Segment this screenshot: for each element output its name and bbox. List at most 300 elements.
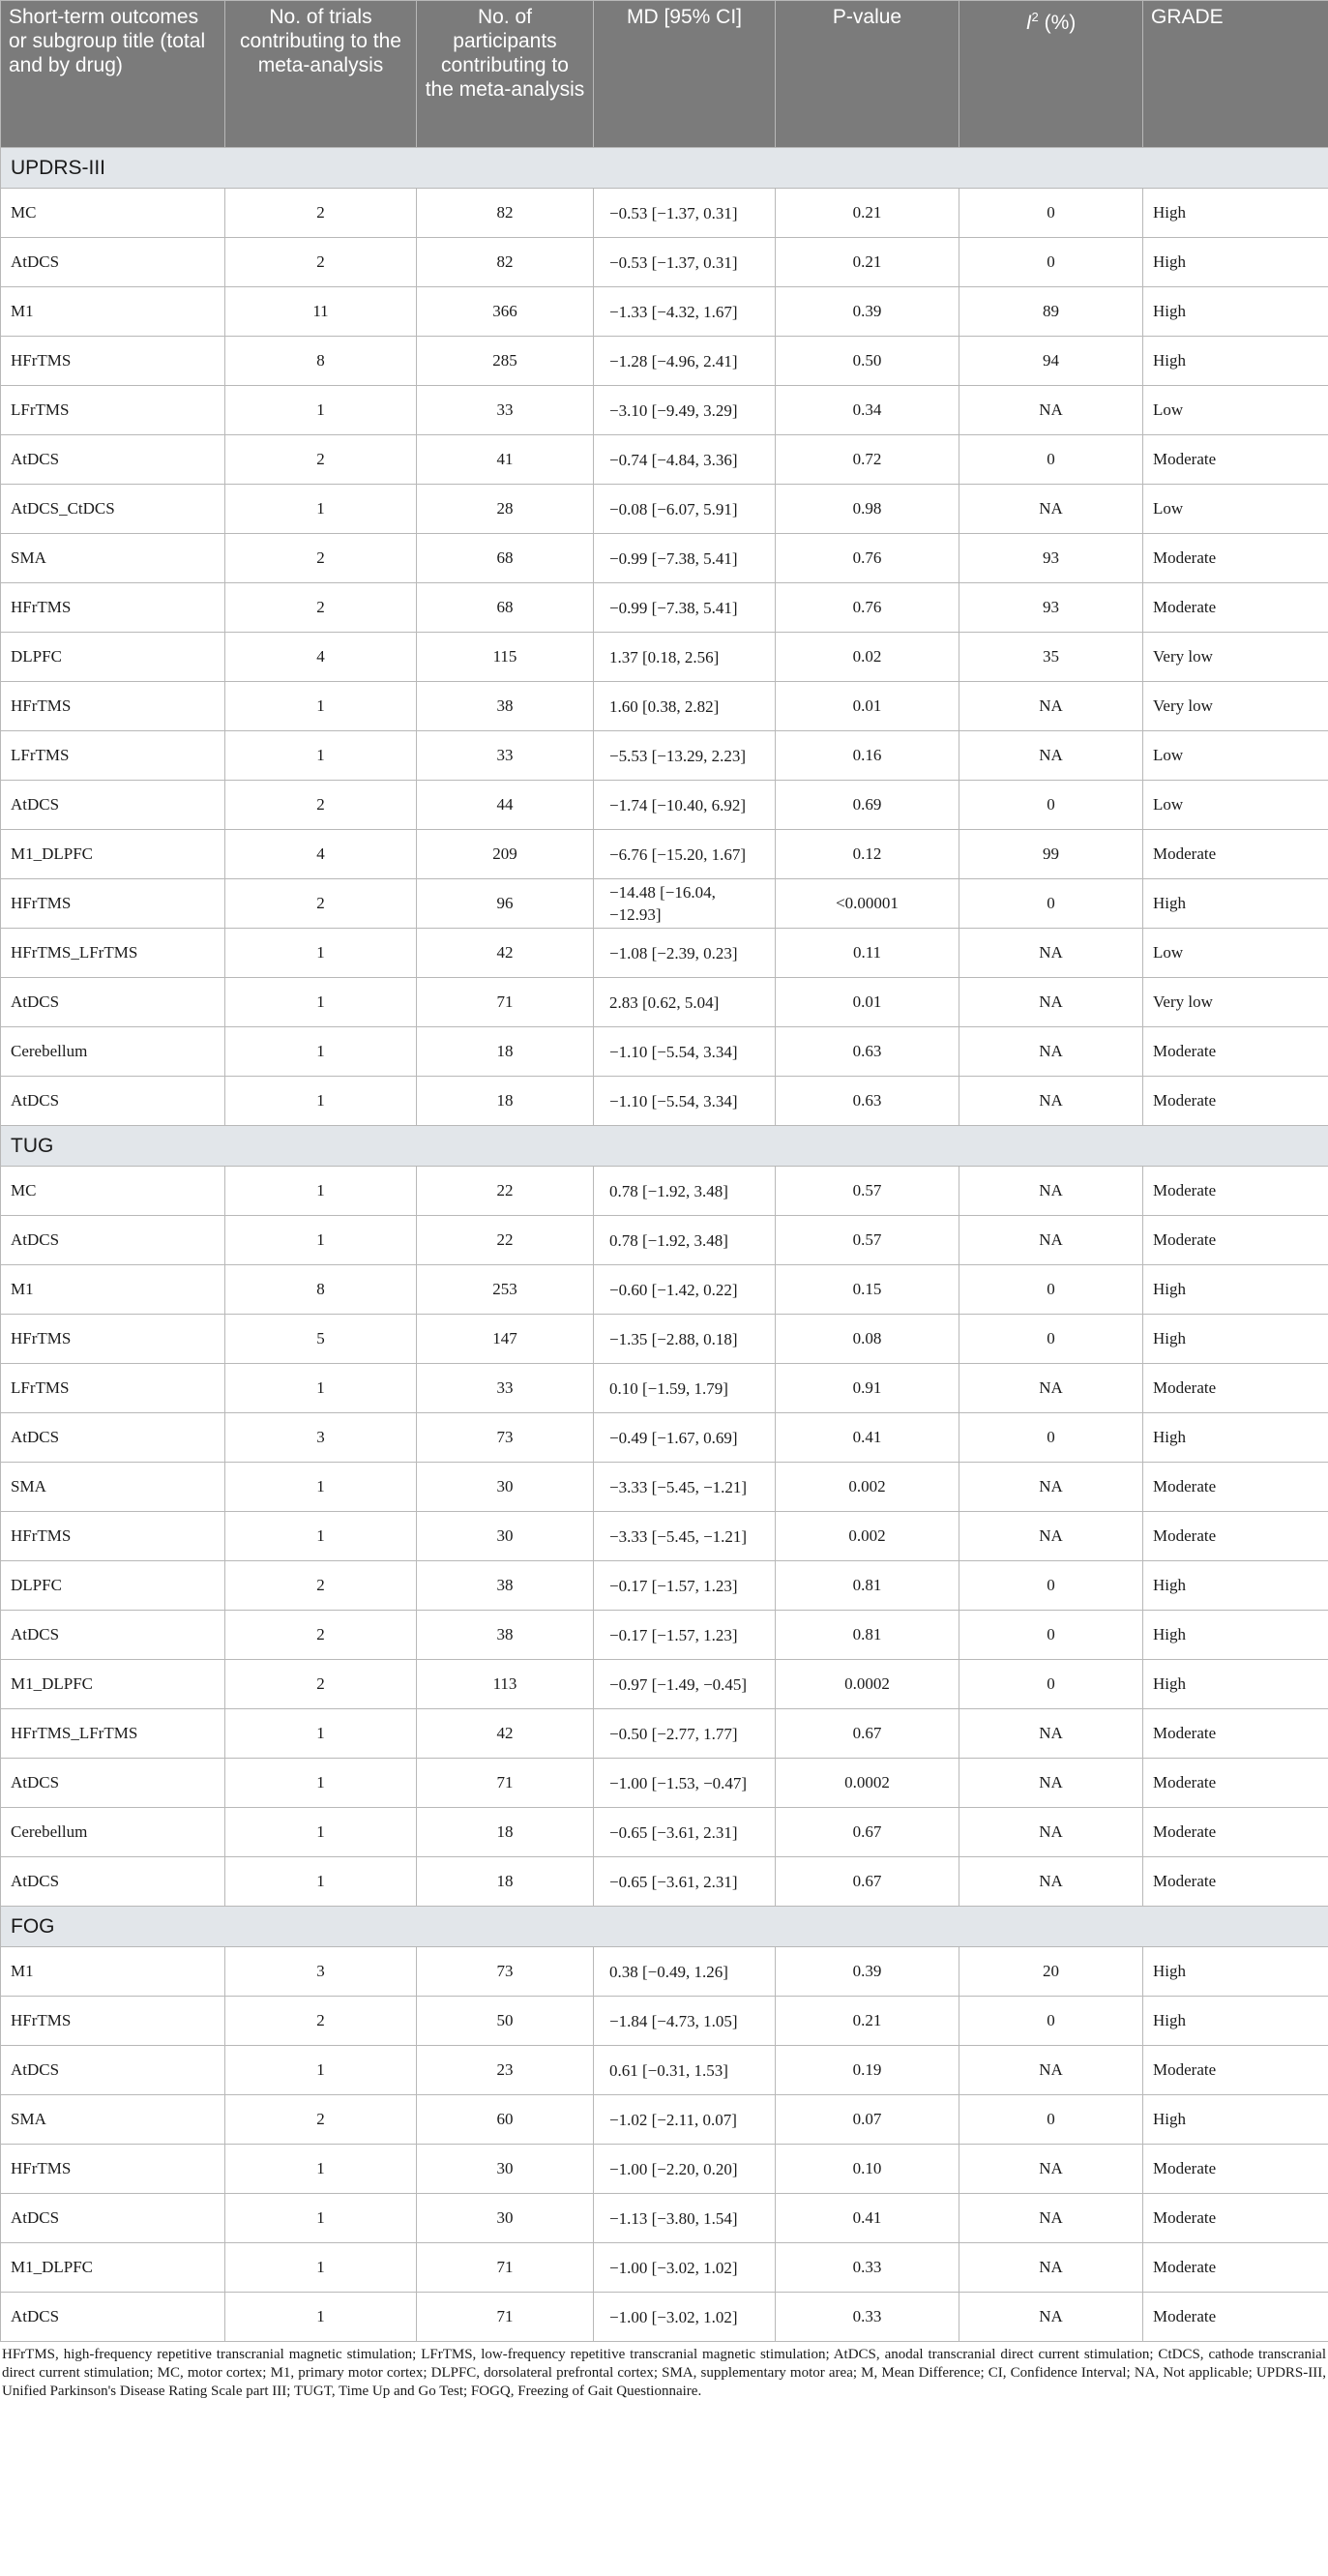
cell-outcome: M1_DLPFC bbox=[1, 830, 225, 879]
cell-participants: 71 bbox=[417, 2293, 594, 2342]
cell-participants: 82 bbox=[417, 189, 594, 238]
table-row bbox=[1, 287, 1328, 337]
table-row bbox=[1, 2243, 1328, 2293]
cell-trials: 1 bbox=[225, 1808, 417, 1857]
cell-i2: 0 bbox=[959, 1660, 1143, 1709]
table-row bbox=[1, 1709, 1328, 1759]
cell-outcome: Cerebellum bbox=[1, 1808, 225, 1857]
cell-participants: 50 bbox=[417, 1997, 594, 2046]
table-row bbox=[1, 830, 1328, 879]
header-i2-unit: (%) bbox=[1038, 12, 1077, 34]
cell-i2: 0 bbox=[959, 1413, 1143, 1463]
cell-trials: 1 bbox=[225, 1077, 417, 1126]
cell-i2: 20 bbox=[959, 1947, 1143, 1997]
cell-participants: 147 bbox=[417, 1315, 594, 1364]
cell-p-value: 0.76 bbox=[776, 534, 959, 583]
cell-grade: High bbox=[1143, 1265, 1328, 1315]
table-row bbox=[1, 1413, 1328, 1463]
cell-p-value: 0.002 bbox=[776, 1512, 959, 1561]
cell-trials: 1 bbox=[225, 1216, 417, 1265]
cell-p-value: 0.63 bbox=[776, 1027, 959, 1077]
cell-outcome: AtDCS bbox=[1, 2293, 225, 2342]
cell-participants: 28 bbox=[417, 485, 594, 534]
cell-outcome: AtDCS bbox=[1, 1611, 225, 1660]
cell-md: −0.99 [−7.38, 5.41] bbox=[594, 583, 776, 633]
header-row bbox=[1, 1, 1328, 148]
cell-trials: 11 bbox=[225, 287, 417, 337]
cell-p-value: 0.08 bbox=[776, 1315, 959, 1364]
cell-outcome: HFrTMS bbox=[1, 1512, 225, 1561]
table-row bbox=[1, 879, 1328, 929]
table-row bbox=[1, 485, 1328, 534]
table-body bbox=[1, 148, 1328, 2342]
cell-md: −1.02 [−2.11, 0.07] bbox=[594, 2095, 776, 2145]
cell-participants: 33 bbox=[417, 731, 594, 781]
cell-p-value: 0.39 bbox=[776, 287, 959, 337]
cell-grade: High bbox=[1143, 1315, 1328, 1364]
header-i2 bbox=[959, 1, 1143, 148]
table-row bbox=[1, 238, 1328, 287]
cell-p-value: 0.0002 bbox=[776, 1759, 959, 1808]
cell-p-value: 0.33 bbox=[776, 2293, 959, 2342]
cell-trials: 1 bbox=[225, 1027, 417, 1077]
cell-p-value: 0.19 bbox=[776, 2046, 959, 2095]
cell-i2: 93 bbox=[959, 583, 1143, 633]
cell-i2: NA bbox=[959, 1808, 1143, 1857]
cell-trials: 2 bbox=[225, 1611, 417, 1660]
table-row bbox=[1, 1857, 1328, 1907]
table-row bbox=[1, 386, 1328, 435]
cell-md: −0.60 [−1.42, 0.22] bbox=[594, 1265, 776, 1315]
cell-outcome: M1 bbox=[1, 1265, 225, 1315]
cell-participants: 18 bbox=[417, 1077, 594, 1126]
cell-trials: 2 bbox=[225, 435, 417, 485]
cell-outcome: M1_DLPFC bbox=[1, 2243, 225, 2293]
cell-trials: 2 bbox=[225, 238, 417, 287]
table-row bbox=[1, 1808, 1328, 1857]
cell-md: −1.28 [−4.96, 2.41] bbox=[594, 337, 776, 386]
cell-outcome: M1_DLPFC bbox=[1, 1660, 225, 1709]
cell-i2: NA bbox=[959, 1857, 1143, 1907]
cell-outcome: HFrTMS bbox=[1, 337, 225, 386]
cell-md: 1.37 [0.18, 2.56] bbox=[594, 633, 776, 682]
cell-outcome: M1 bbox=[1, 287, 225, 337]
table-row bbox=[1, 1463, 1328, 1512]
cell-participants: 30 bbox=[417, 2194, 594, 2243]
cell-participants: 209 bbox=[417, 830, 594, 879]
cell-trials: 8 bbox=[225, 1265, 417, 1315]
cell-grade: Low bbox=[1143, 485, 1328, 534]
cell-grade: Very low bbox=[1143, 682, 1328, 731]
cell-grade: Moderate bbox=[1143, 435, 1328, 485]
cell-md: −1.00 [−1.53, −0.47] bbox=[594, 1759, 776, 1808]
cell-outcome: HFrTMS bbox=[1, 2145, 225, 2194]
cell-p-value: 0.33 bbox=[776, 2243, 959, 2293]
cell-p-value: 0.15 bbox=[776, 1265, 959, 1315]
cell-p-value: 0.81 bbox=[776, 1611, 959, 1660]
cell-p-value: 0.67 bbox=[776, 1857, 959, 1907]
cell-outcome: DLPFC bbox=[1, 633, 225, 682]
cell-participants: 42 bbox=[417, 929, 594, 978]
cell-md: −0.65 [−3.61, 2.31] bbox=[594, 1857, 776, 1907]
cell-outcome: HFrTMS_LFrTMS bbox=[1, 929, 225, 978]
cell-trials: 1 bbox=[225, 386, 417, 435]
cell-trials: 2 bbox=[225, 781, 417, 830]
table-row bbox=[1, 682, 1328, 731]
cell-grade: High bbox=[1143, 2095, 1328, 2145]
cell-trials: 1 bbox=[225, 2243, 417, 2293]
cell-grade: High bbox=[1143, 1997, 1328, 2046]
table-row bbox=[1, 1364, 1328, 1413]
cell-i2: 0 bbox=[959, 189, 1143, 238]
cell-outcome: HFrTMS bbox=[1, 1997, 225, 2046]
cell-participants: 253 bbox=[417, 1265, 594, 1315]
table-row bbox=[1, 337, 1328, 386]
cell-trials: 1 bbox=[225, 1463, 417, 1512]
cell-trials: 1 bbox=[225, 1512, 417, 1561]
cell-i2: NA bbox=[959, 1709, 1143, 1759]
cell-md: 0.78 [−1.92, 3.48] bbox=[594, 1216, 776, 1265]
cell-trials: 1 bbox=[225, 1167, 417, 1216]
cell-md: −1.08 [−2.39, 0.23] bbox=[594, 929, 776, 978]
cell-participants: 18 bbox=[417, 1857, 594, 1907]
cell-outcome: AtDCS bbox=[1, 1077, 225, 1126]
cell-grade: Very low bbox=[1143, 978, 1328, 1027]
cell-p-value: 0.16 bbox=[776, 731, 959, 781]
cell-grade: Moderate bbox=[1143, 1808, 1328, 1857]
cell-grade: Moderate bbox=[1143, 2194, 1328, 2243]
cell-p-value: 0.41 bbox=[776, 2194, 959, 2243]
cell-participants: 115 bbox=[417, 633, 594, 682]
cell-outcome: AtDCS bbox=[1, 1216, 225, 1265]
cell-md: −3.33 [−5.45, −1.21] bbox=[594, 1463, 776, 1512]
cell-grade: High bbox=[1143, 1561, 1328, 1611]
cell-md: −1.33 [−4.32, 1.67] bbox=[594, 287, 776, 337]
header-i2-letter: I bbox=[1025, 12, 1032, 34]
cell-i2: 35 bbox=[959, 633, 1143, 682]
cell-i2: 0 bbox=[959, 435, 1143, 485]
cell-grade: High bbox=[1143, 879, 1328, 929]
cell-trials: 1 bbox=[225, 682, 417, 731]
table-row bbox=[1, 1027, 1328, 1077]
cell-outcome: MC bbox=[1, 1167, 225, 1216]
cell-md: −0.49 [−1.67, 0.69] bbox=[594, 1413, 776, 1463]
cell-trials: 2 bbox=[225, 189, 417, 238]
cell-grade: High bbox=[1143, 337, 1328, 386]
cell-i2: NA bbox=[959, 929, 1143, 978]
cell-outcome: HFrTMS bbox=[1, 583, 225, 633]
cell-grade: Moderate bbox=[1143, 1512, 1328, 1561]
cell-p-value: 0.01 bbox=[776, 978, 959, 1027]
cell-i2: NA bbox=[959, 731, 1143, 781]
cell-i2: 0 bbox=[959, 1315, 1143, 1364]
header-p-value: P-value bbox=[776, 1, 959, 148]
cell-participants: 22 bbox=[417, 1216, 594, 1265]
cell-p-value: 0.0002 bbox=[776, 1660, 959, 1709]
cell-participants: 71 bbox=[417, 978, 594, 1027]
cell-i2: 89 bbox=[959, 287, 1143, 337]
cell-md: 1.60 [0.38, 2.82] bbox=[594, 682, 776, 731]
table-row bbox=[1, 1561, 1328, 1611]
cell-md: −1.00 [−3.02, 1.02] bbox=[594, 2293, 776, 2342]
cell-grade: High bbox=[1143, 238, 1328, 287]
cell-p-value: 0.10 bbox=[776, 2145, 959, 2194]
cell-outcome: SMA bbox=[1, 2095, 225, 2145]
table-row bbox=[1, 534, 1328, 583]
cell-outcome: AtDCS bbox=[1, 2194, 225, 2243]
cell-md: −1.00 [−3.02, 1.02] bbox=[594, 2243, 776, 2293]
cell-i2: NA bbox=[959, 1364, 1143, 1413]
cell-i2: 0 bbox=[959, 781, 1143, 830]
cell-grade: Moderate bbox=[1143, 1027, 1328, 1077]
cell-i2: 99 bbox=[959, 830, 1143, 879]
cell-md: −3.10 [−9.49, 3.29] bbox=[594, 386, 776, 435]
table-row bbox=[1, 781, 1328, 830]
cell-p-value: 0.98 bbox=[776, 485, 959, 534]
cell-p-value: 0.002 bbox=[776, 1463, 959, 1512]
cell-trials: 3 bbox=[225, 1947, 417, 1997]
cell-participants: 30 bbox=[417, 1512, 594, 1561]
table-row bbox=[1, 435, 1328, 485]
table-row bbox=[1, 2194, 1328, 2243]
cell-outcome: AtDCS bbox=[1, 781, 225, 830]
cell-trials: 2 bbox=[225, 2095, 417, 2145]
cell-md: −0.65 [−3.61, 2.31] bbox=[594, 1808, 776, 1857]
table-row bbox=[1, 1997, 1328, 2046]
cell-p-value: 0.39 bbox=[776, 1947, 959, 1997]
cell-outcome: AtDCS bbox=[1, 238, 225, 287]
cell-trials: 1 bbox=[225, 978, 417, 1027]
cell-md: −0.53 [−1.37, 0.31] bbox=[594, 238, 776, 287]
cell-md: −1.13 [−3.80, 1.54] bbox=[594, 2194, 776, 2243]
table-row bbox=[1, 1512, 1328, 1561]
cell-participants: 38 bbox=[417, 1561, 594, 1611]
cell-grade: Moderate bbox=[1143, 534, 1328, 583]
cell-grade: Moderate bbox=[1143, 1167, 1328, 1216]
cell-p-value: 0.21 bbox=[776, 189, 959, 238]
cell-i2: NA bbox=[959, 2145, 1143, 2194]
cell-i2: 0 bbox=[959, 1265, 1143, 1315]
cell-grade: Moderate bbox=[1143, 2046, 1328, 2095]
cell-participants: 33 bbox=[417, 386, 594, 435]
cell-outcome: SMA bbox=[1, 534, 225, 583]
header-grade: GRADE bbox=[1143, 1, 1328, 148]
cell-i2: NA bbox=[959, 386, 1143, 435]
table-footnote: HFrTMS, high-frequency repetitive transcranial magnetic stimulation; LFrTMS, low-frequency repetitive transcranial magnetic stimulation; AtDCS, anodal transcranial direct current stimulation; CtDCS, cathode transcranial direct current stimulation; MC, motor cortex; M1, primary motor cortex; DLPFC, dorsolateral prefrontal cortex; SMA, supplementary motor area; M, Mean Difference; CI, Confidence Interval; NA, Not applicable; UPDRS-III, Unified Parkinson's Disease Rating Scale part III; TUGT, Time Up and Go Test; FOGQ, Freezing of Gait Questionnaire. bbox=[2, 2347, 1326, 2399]
table-row bbox=[1, 189, 1328, 238]
cell-p-value: 0.12 bbox=[776, 830, 959, 879]
cell-i2: NA bbox=[959, 1167, 1143, 1216]
cell-participants: 18 bbox=[417, 1027, 594, 1077]
cell-trials: 1 bbox=[225, 1857, 417, 1907]
cell-participants: 30 bbox=[417, 2145, 594, 2194]
cell-grade: Low bbox=[1143, 731, 1328, 781]
cell-p-value: 0.11 bbox=[776, 929, 959, 978]
table-row bbox=[1, 2046, 1328, 2095]
cell-grade: Low bbox=[1143, 781, 1328, 830]
cell-i2: NA bbox=[959, 2046, 1143, 2095]
cell-md: −3.33 [−5.45, −1.21] bbox=[594, 1512, 776, 1561]
cell-i2: NA bbox=[959, 485, 1143, 534]
cell-i2: NA bbox=[959, 2243, 1143, 2293]
cell-grade: Moderate bbox=[1143, 583, 1328, 633]
cell-p-value: 0.41 bbox=[776, 1413, 959, 1463]
cell-i2: 0 bbox=[959, 1997, 1143, 2046]
cell-i2: 0 bbox=[959, 1611, 1143, 1660]
cell-p-value: 0.76 bbox=[776, 583, 959, 633]
cell-trials: 1 bbox=[225, 1709, 417, 1759]
cell-participants: 285 bbox=[417, 337, 594, 386]
table-row bbox=[1, 731, 1328, 781]
cell-grade: Moderate bbox=[1143, 2145, 1328, 2194]
cell-grade: High bbox=[1143, 1660, 1328, 1709]
cell-outcome: AtDCS bbox=[1, 2046, 225, 2095]
cell-md: −5.53 [−13.29, 2.23] bbox=[594, 731, 776, 781]
cell-md: −0.99 [−7.38, 5.41] bbox=[594, 534, 776, 583]
cell-outcome: AtDCS bbox=[1, 978, 225, 1027]
cell-md: 0.10 [−1.59, 1.79] bbox=[594, 1364, 776, 1413]
cell-grade: Moderate bbox=[1143, 1759, 1328, 1808]
cell-md: −14.48 [−16.04, −12.93] bbox=[594, 879, 776, 929]
cell-trials: 1 bbox=[225, 929, 417, 978]
cell-trials: 2 bbox=[225, 1660, 417, 1709]
cell-p-value: 0.91 bbox=[776, 1364, 959, 1413]
cell-trials: 1 bbox=[225, 2145, 417, 2194]
cell-participants: 38 bbox=[417, 682, 594, 731]
table-row bbox=[1, 1759, 1328, 1808]
cell-i2: 93 bbox=[959, 534, 1143, 583]
cell-participants: 82 bbox=[417, 238, 594, 287]
cell-outcome: LFrTMS bbox=[1, 1364, 225, 1413]
cell-outcome: Cerebellum bbox=[1, 1027, 225, 1077]
cell-i2: NA bbox=[959, 1759, 1143, 1808]
cell-grade: Moderate bbox=[1143, 1364, 1328, 1413]
cell-participants: 73 bbox=[417, 1413, 594, 1463]
cell-participants: 42 bbox=[417, 1709, 594, 1759]
cell-outcome: AtDCS bbox=[1, 1759, 225, 1808]
section-title: UPDRS-III bbox=[1, 148, 1328, 189]
header-md: MD [95% CI] bbox=[594, 1, 776, 148]
table-row bbox=[1, 633, 1328, 682]
cell-p-value: 0.81 bbox=[776, 1561, 959, 1611]
cell-outcome: HFrTMS bbox=[1, 1315, 225, 1364]
cell-p-value: 0.57 bbox=[776, 1167, 959, 1216]
table-row bbox=[1, 1611, 1328, 1660]
cell-trials: 1 bbox=[225, 2194, 417, 2243]
cell-participants: 71 bbox=[417, 1759, 594, 1808]
cell-p-value: 0.50 bbox=[776, 337, 959, 386]
cell-md: 0.61 [−0.31, 1.53] bbox=[594, 2046, 776, 2095]
cell-grade: High bbox=[1143, 1947, 1328, 1997]
table-row bbox=[1, 1216, 1328, 1265]
cell-participants: 30 bbox=[417, 1463, 594, 1512]
cell-outcome: AtDCS bbox=[1, 435, 225, 485]
cell-trials: 2 bbox=[225, 1997, 417, 2046]
cell-i2: NA bbox=[959, 1216, 1143, 1265]
cell-md: −1.84 [−4.73, 1.05] bbox=[594, 1997, 776, 2046]
cell-p-value: 0.63 bbox=[776, 1077, 959, 1126]
cell-outcome: DLPFC bbox=[1, 1561, 225, 1611]
header-trials: No. of trials contributing to the meta-analysis bbox=[225, 1, 417, 148]
cell-grade: Moderate bbox=[1143, 1709, 1328, 1759]
cell-trials: 2 bbox=[225, 1561, 417, 1611]
cell-outcome: AtDCS_CtDCS bbox=[1, 485, 225, 534]
cell-p-value: 0.21 bbox=[776, 238, 959, 287]
header-participants: No. of participants contributing to the meta-analysis bbox=[417, 1, 594, 148]
cell-trials: 2 bbox=[225, 583, 417, 633]
cell-i2: 0 bbox=[959, 1561, 1143, 1611]
cell-p-value: 0.57 bbox=[776, 1216, 959, 1265]
cell-p-value: 0.21 bbox=[776, 1997, 959, 2046]
cell-trials: 4 bbox=[225, 633, 417, 682]
cell-grade: High bbox=[1143, 1611, 1328, 1660]
cell-p-value: 0.67 bbox=[776, 1808, 959, 1857]
cell-p-value: <0.00001 bbox=[776, 879, 959, 929]
cell-md: −1.00 [−2.20, 0.20] bbox=[594, 2145, 776, 2194]
table-row bbox=[1, 1660, 1328, 1709]
cell-outcome: HFrTMS_LFrTMS bbox=[1, 1709, 225, 1759]
cell-md: −0.17 [−1.57, 1.23] bbox=[594, 1611, 776, 1660]
header-outcome: Short-term outcomes or subgroup title (total and by drug) bbox=[1, 1, 225, 148]
cell-i2: 94 bbox=[959, 337, 1143, 386]
cell-grade: High bbox=[1143, 287, 1328, 337]
cell-outcome: HFrTMS bbox=[1, 682, 225, 731]
cell-md: −6.76 [−15.20, 1.67] bbox=[594, 830, 776, 879]
cell-participants: 41 bbox=[417, 435, 594, 485]
cell-md: −0.50 [−2.77, 1.77] bbox=[594, 1709, 776, 1759]
cell-p-value: 0.01 bbox=[776, 682, 959, 731]
cell-p-value: 0.07 bbox=[776, 2095, 959, 2145]
cell-outcome: LFrTMS bbox=[1, 731, 225, 781]
cell-trials: 1 bbox=[225, 1759, 417, 1808]
cell-grade: Moderate bbox=[1143, 1077, 1328, 1126]
cell-participants: 18 bbox=[417, 1808, 594, 1857]
cell-md: 0.38 [−0.49, 1.26] bbox=[594, 1947, 776, 1997]
cell-trials: 1 bbox=[225, 485, 417, 534]
cell-md: −1.10 [−5.54, 3.34] bbox=[594, 1027, 776, 1077]
table-row bbox=[1, 1265, 1328, 1315]
table-header bbox=[1, 1, 1328, 148]
table-row bbox=[1, 1077, 1328, 1126]
cell-participants: 68 bbox=[417, 583, 594, 633]
cell-grade: Moderate bbox=[1143, 830, 1328, 879]
table-row bbox=[1, 978, 1328, 1027]
cell-p-value: 0.72 bbox=[776, 435, 959, 485]
table-row bbox=[1, 583, 1328, 633]
cell-md: −0.53 [−1.37, 0.31] bbox=[594, 189, 776, 238]
cell-md: 2.83 [0.62, 5.04] bbox=[594, 978, 776, 1027]
table-row bbox=[1, 1167, 1328, 1216]
cell-md: −0.74 [−4.84, 3.36] bbox=[594, 435, 776, 485]
cell-trials: 1 bbox=[225, 2046, 417, 2095]
cell-trials: 3 bbox=[225, 1413, 417, 1463]
section-row bbox=[1, 1126, 1328, 1167]
cell-md: 0.78 [−1.92, 3.48] bbox=[594, 1167, 776, 1216]
cell-trials: 4 bbox=[225, 830, 417, 879]
cell-participants: 60 bbox=[417, 2095, 594, 2145]
cell-i2: 0 bbox=[959, 238, 1143, 287]
cell-i2: NA bbox=[959, 1512, 1143, 1561]
header-i2-superscript: 2 bbox=[1031, 10, 1039, 24]
cell-grade: Moderate bbox=[1143, 2243, 1328, 2293]
cell-i2: 0 bbox=[959, 879, 1143, 929]
cell-p-value: 0.67 bbox=[776, 1709, 959, 1759]
table-row bbox=[1, 1947, 1328, 1997]
cell-trials: 1 bbox=[225, 2293, 417, 2342]
cell-participants: 73 bbox=[417, 1947, 594, 1997]
cell-i2: NA bbox=[959, 1077, 1143, 1126]
table-row bbox=[1, 929, 1328, 978]
